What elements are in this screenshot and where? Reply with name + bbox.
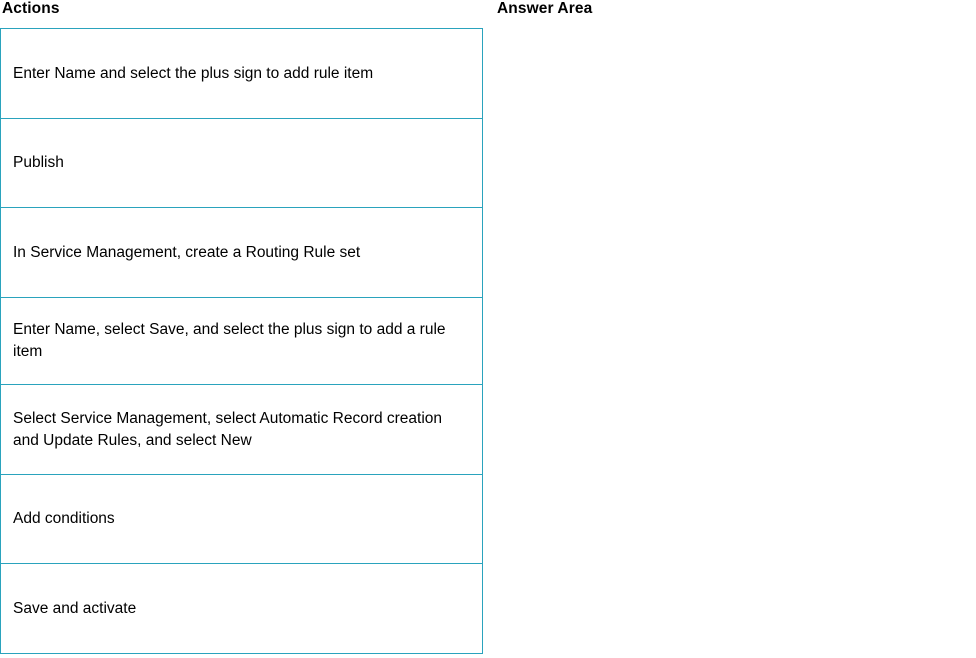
action-card-label: Save and activate bbox=[13, 599, 137, 617]
action-card-label: In Service Management, create a Routing Rule set bbox=[13, 243, 361, 261]
action-card-label: Select Service Management, select Automatic Record creation and Update Rules, and select New bbox=[13, 409, 443, 449]
action-card[interactable] bbox=[0, 118, 483, 209]
action-card-label: Enter Name, select Save, and select the plus sign to add a rule item bbox=[13, 321, 446, 360]
action-card[interactable] bbox=[0, 28, 483, 119]
action-card[interactable] bbox=[0, 297, 483, 386]
action-card[interactable] bbox=[0, 474, 483, 565]
action-card[interactable] bbox=[0, 563, 483, 654]
actions-column-heading: Actions bbox=[2, 0, 60, 17]
answer-area-dropzone[interactable] bbox=[497, 28, 967, 648]
action-card[interactable] bbox=[0, 384, 483, 475]
answer-area-heading: Answer Area bbox=[497, 0, 593, 17]
actions-list bbox=[0, 28, 483, 654]
action-card-label: Publish bbox=[13, 154, 64, 171]
action-card[interactable] bbox=[0, 207, 483, 298]
action-card-label: Enter Name and select the plus sign to add rule item bbox=[13, 64, 374, 82]
action-card-label: Add conditions bbox=[13, 510, 115, 527]
